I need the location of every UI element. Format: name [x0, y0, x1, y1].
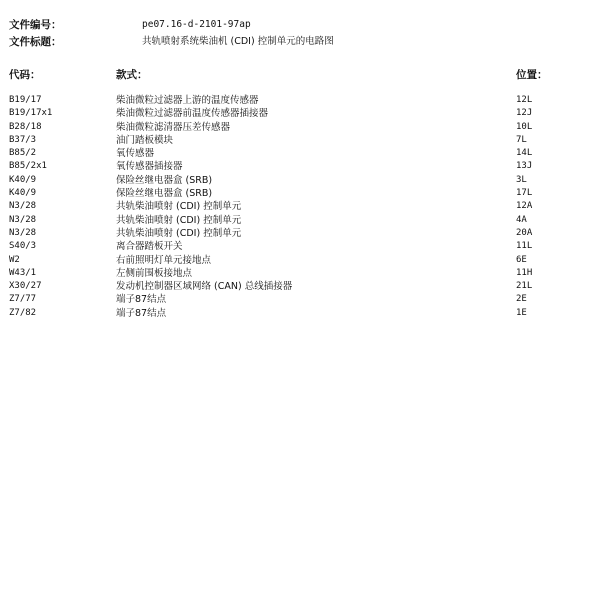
row-position: 7L [516, 134, 527, 145]
row-position: 12L [516, 95, 533, 105]
table-row [0, 121, 604, 134]
row-position: 6E [516, 254, 527, 265]
doc-title-value: 共轨喷射系统柴油机 (CDI) 控制单元的电路图 [142, 36, 334, 47]
row-description: 油门踏板模块 [116, 134, 174, 146]
row-position: 17L [516, 188, 533, 199]
header-description: 款式： [116, 69, 148, 81]
table-row [0, 174, 604, 187]
table-row [0, 200, 604, 213]
row-position: 20A [516, 227, 533, 238]
table-row [0, 94, 604, 107]
row-code: B19/17 [9, 95, 42, 105]
row-position: 10L [516, 121, 533, 132]
row-description: 端子87结点 [116, 307, 167, 319]
table-row [0, 267, 604, 280]
row-code: N3/28 [9, 227, 37, 238]
doc-title-label: 文件标题： [9, 36, 62, 48]
component-list [0, 94, 604, 320]
table-header [0, 68, 604, 82]
row-position: 3L [516, 174, 527, 185]
header-position: 位置： [516, 69, 548, 81]
row-code: W2 [9, 254, 20, 265]
row-position: 2E [516, 294, 527, 305]
row-description: 氧传感器 [116, 148, 155, 160]
row-description: 柴油微粒过滤器上游的温度传感器 [116, 95, 259, 106]
row-description: 保险丝继电器盒 (SRB) [116, 174, 213, 186]
table-row [0, 187, 604, 200]
doc-number-value: pe07.16-d-2101-97ap [142, 19, 251, 30]
row-position: 12A [516, 201, 533, 212]
table-row [0, 307, 604, 320]
row-code: K40/9 [9, 174, 37, 185]
row-position: 4A [516, 214, 527, 225]
row-position: 11L [516, 241, 533, 252]
table-row [0, 134, 604, 147]
row-code: B19/17x1 [9, 108, 53, 119]
row-description: 右前照明灯单元接地点 [116, 254, 212, 266]
row-position: 12J [516, 108, 533, 119]
doc-number-label: 文件编号： [9, 19, 62, 31]
table-row [0, 293, 604, 306]
row-description: 共轨柴油喷射 (CDI) 控制单元 [116, 201, 242, 213]
row-description: 发动机控制器区域网络 (CAN) 总线插接器 [116, 281, 293, 293]
row-code: B85/2x1 [9, 161, 47, 172]
table-row [0, 227, 604, 240]
table-row [0, 254, 604, 267]
table-row [0, 240, 604, 253]
row-code: X30/27 [9, 281, 42, 292]
row-code: S40/3 [9, 241, 37, 252]
row-description: 离合器踏板开关 [116, 241, 183, 253]
row-description: 保险丝继电器盒 (SRB) [116, 188, 213, 200]
row-code: N3/28 [9, 201, 37, 212]
row-code: B37/3 [9, 134, 37, 145]
row-code: K40/9 [9, 188, 37, 199]
row-description: 端子87结点 [116, 294, 167, 306]
table-row [0, 214, 604, 227]
table-row [0, 107, 604, 120]
table-row [0, 160, 604, 173]
header-code: 代码： [9, 69, 41, 81]
row-code: B85/2 [9, 148, 37, 159]
row-position: 21L [516, 281, 533, 292]
row-position: 13J [516, 161, 533, 172]
row-description: 共轨柴油喷射 (CDI) 控制单元 [116, 214, 242, 226]
table-row [0, 147, 604, 160]
row-code: Z7/82 [9, 307, 37, 318]
row-code: W43/1 [9, 267, 37, 278]
row-description: 氧传感器插接器 [116, 161, 183, 173]
row-code: B28/18 [9, 121, 42, 132]
table-row [0, 280, 604, 293]
row-description: 左侧前围板接地点 [116, 267, 193, 279]
row-description: 柴油微粒过滤器前温度传感器插接器 [116, 108, 269, 120]
row-description: 共轨柴油喷射 (CDI) 控制单元 [116, 227, 242, 239]
row-code: N3/28 [9, 214, 37, 225]
row-position: 11H [516, 267, 533, 278]
row-position: 1E [516, 307, 527, 318]
row-position: 14L [516, 148, 533, 159]
row-description: 柴油微粒滤清器压差传感器 [116, 121, 231, 133]
row-code: Z7/77 [9, 294, 37, 305]
